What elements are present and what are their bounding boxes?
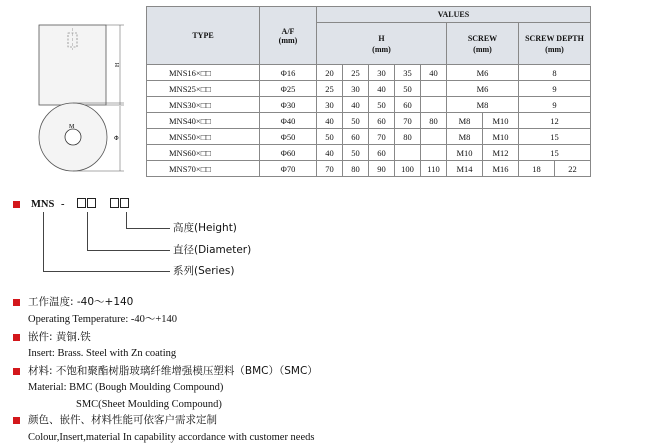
af-cell: Φ50 [260,129,317,145]
header-type: TYPE [147,7,260,65]
h-value-cell [421,145,447,161]
af-cell: Φ25 [260,81,317,97]
h-value-cell: 25 [317,81,343,97]
type-cell: MNS70×□□ [147,161,260,177]
h-value-cell: 80 [395,129,421,145]
h-value-cell [421,97,447,113]
insert-en: Insert: Brass. Steel with Zn coating [28,348,177,359]
insulator-diagram [0,0,150,190]
diameter-dimension-label: Φ [114,135,119,142]
h-value-cell: 40 [317,145,343,161]
h-value-cell: 70 [369,129,395,145]
header-screw-unit: (mm) [473,44,492,54]
material-cn: 材料: 不饱和聚酯树脂玻璃纤维增强模压塑料（BMC）（SMC） [28,365,318,377]
screw-cell: M8 [447,113,483,129]
screw-cell: M12 [483,145,519,161]
specification-table [146,6,591,177]
header-depth-unit: (mm) [545,44,564,54]
h-value-cell: 40 [343,97,369,113]
h-value-cell: 110 [421,161,447,177]
depth-cell: 15 [519,145,591,161]
screw-cell: M8 [447,129,483,145]
type-cell: MNS16×□□ [147,65,260,81]
type-cell: MNS30×□□ [147,97,260,113]
diameter-label: 直径(Diameter) [173,244,252,256]
af-cell: Φ70 [260,161,317,177]
h-value-cell: 50 [343,113,369,129]
header-screw-label: SCREW [467,33,498,43]
h-value-cell: 50 [369,97,395,113]
height-dimension-label: H [115,62,121,67]
h-value-cell: 90 [369,161,395,177]
type-cell: MNS40×□□ [147,113,260,129]
depth-cell: 9 [519,81,591,97]
h-value-cell: 60 [343,129,369,145]
table-row [147,65,591,81]
header-screw-depth [519,23,591,65]
customization-cn: 颜色、嵌件、材料性能可依客户需求定制 [28,414,217,426]
h-value-cell: 50 [317,129,343,145]
header-h-unit: (mm) [372,44,391,54]
type-cell: MNS60×□□ [147,145,260,161]
screw-cell: M10 [483,129,519,145]
h-value-cell: 50 [343,145,369,161]
cylinder-side-view [39,25,106,105]
table-row [147,129,591,145]
customization-en: Colour,Insert,material In capability accordance with customer needs [28,432,315,443]
h-value-cell: 80 [343,161,369,177]
temperature-cn: 工作温度: -40～+140 [28,296,134,308]
series-label: 系列(Series) [173,265,235,277]
header-af-unit: (mm) [278,35,298,45]
bullet-insert [13,334,20,341]
screw-cell: M6 [447,81,519,97]
series-bracket [43,212,170,272]
h-value-cell: 80 [421,113,447,129]
type-cell: MNS50×□□ [147,129,260,145]
diameter-placeholder [77,199,97,210]
temperature-en: Operating Temperature: -40～+140 [28,314,178,325]
header-screw [447,23,519,65]
table-row [147,81,591,97]
h-value-cell: 60 [369,113,395,129]
insert-cn: 嵌件: 黄铜.铁 [28,331,91,343]
screw-cell: M14 [447,161,483,177]
height-label: 高度(Height) [173,222,237,234]
h-value-cell: 40 [369,81,395,97]
h-value-cell: 100 [395,161,421,177]
material-en-bmc: Material: BMC (Bough Moulding Compound) [28,382,224,393]
bullet-material [13,368,20,375]
h-value-cell: 70 [317,161,343,177]
model-dash: - [60,199,65,210]
af-cell: Φ16 [260,65,317,81]
h-value-cell: 50 [395,81,421,97]
depth-cell: 22 [555,161,591,177]
screw-cell: M16 [483,161,519,177]
table-row [147,113,591,129]
model-prefix: MNS [31,199,55,210]
screw-cell: M6 [447,65,519,81]
header-af-label: A/F [281,26,295,36]
screw-cell: M10 [447,145,483,161]
af-cell: Φ40 [260,113,317,129]
depth-cell: 15 [519,129,591,145]
header-depth-label: SCREW DEPTH [525,33,584,43]
model-code [31,198,130,211]
screw-cell: M10 [483,113,519,129]
bullet-model-code [13,201,20,208]
depth-cell: 18 [519,161,555,177]
h-value-cell: 40 [421,65,447,81]
header-h-label: H [378,33,385,43]
threaded-hole-circle [65,129,81,145]
af-cell: Φ30 [260,97,317,113]
af-cell: Φ60 [260,145,317,161]
table-row [147,145,591,161]
h-value-cell: 30 [317,97,343,113]
material-en-smc: SMC(Sheet Moulding Compound) [76,399,222,410]
table-row [147,161,591,177]
h-value-cell: 60 [395,97,421,113]
screw-cell: M8 [447,97,519,113]
h-value-cell [421,129,447,145]
table-row [147,97,591,113]
bullet-customization [13,417,20,424]
height-placeholder [110,199,130,210]
depth-cell: 8 [519,65,591,81]
h-value-cell: 20 [317,65,343,81]
header-h [317,23,447,65]
h-value-cell: 30 [343,81,369,97]
h-value-cell: 30 [369,65,395,81]
bullet-temperature [13,299,20,306]
depth-cell: 12 [519,113,591,129]
h-value-cell: 35 [395,65,421,81]
h-value-cell: 25 [343,65,369,81]
depth-cell: 9 [519,97,591,113]
h-value-cell: 70 [395,113,421,129]
h-value-cell: 60 [369,145,395,161]
h-value-cell [421,81,447,97]
h-value-cell: 40 [317,113,343,129]
h-value-cell [395,145,421,161]
header-values: VALUES [317,7,591,23]
thread-label: M [69,124,75,130]
type-cell: MNS25×□□ [147,81,260,97]
header-af [260,7,317,65]
